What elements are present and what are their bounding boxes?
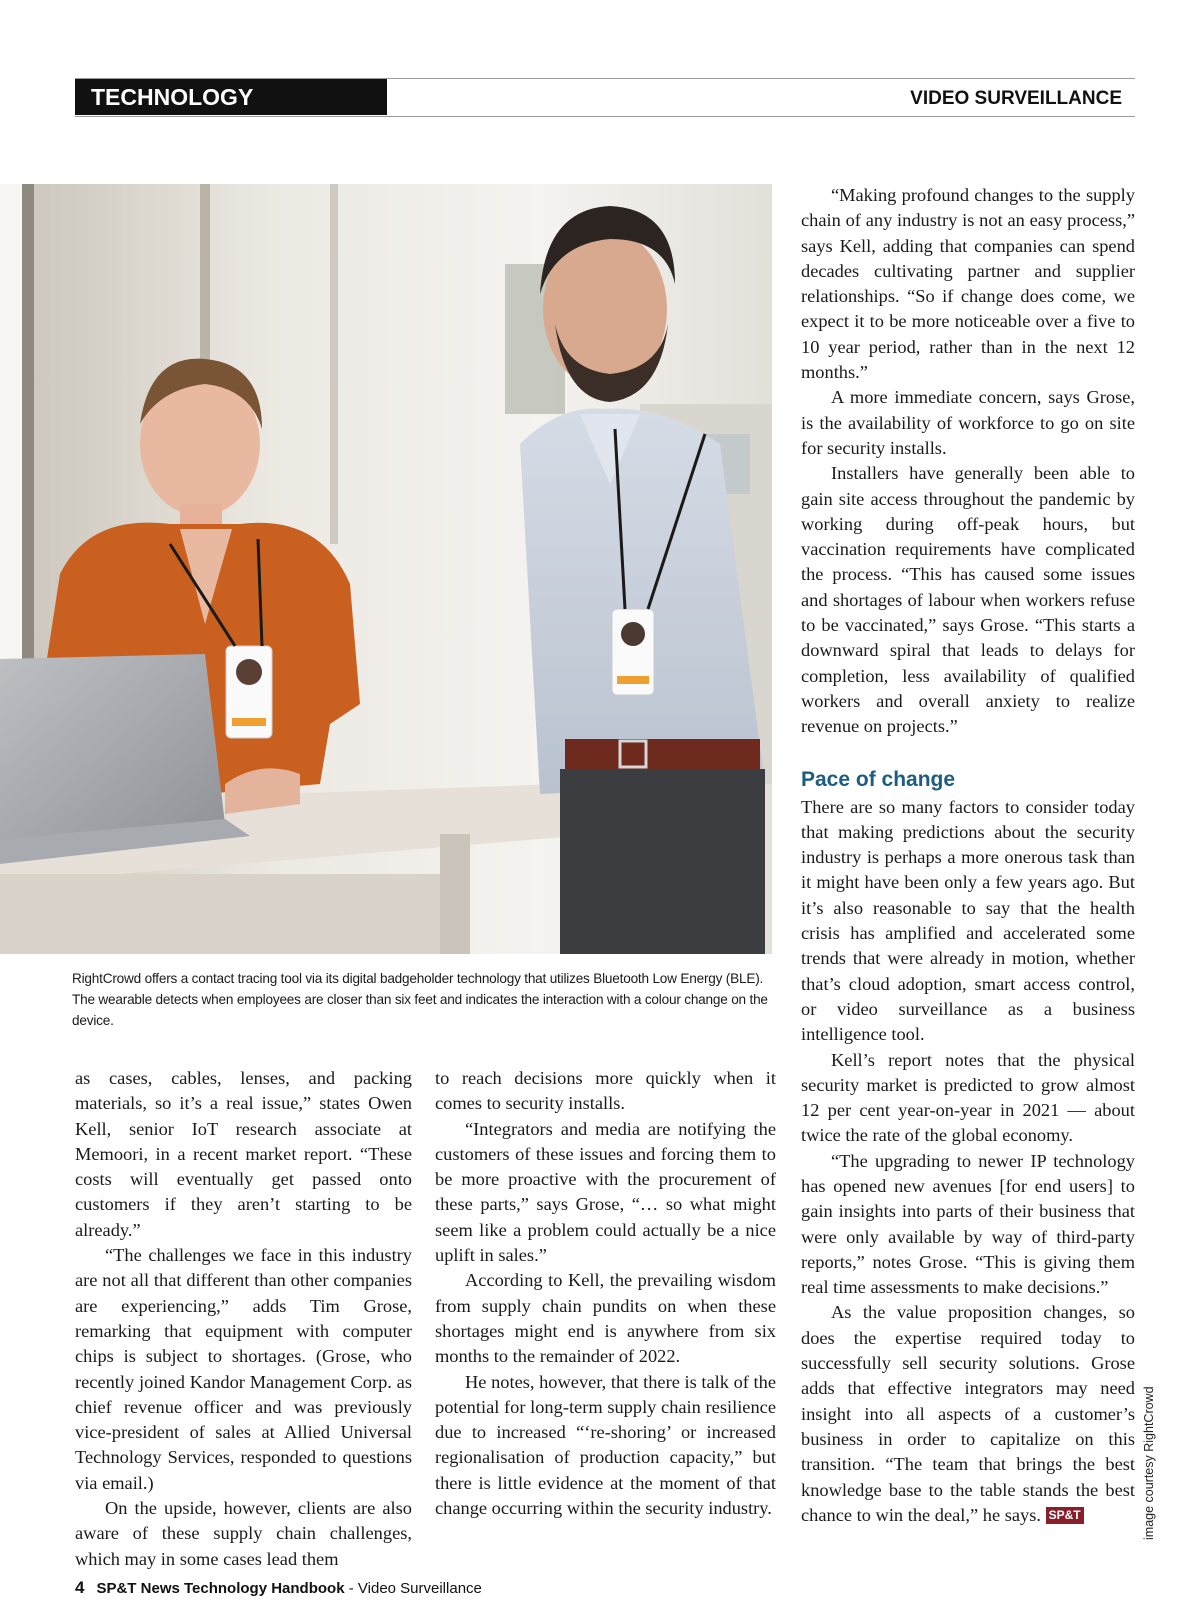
- end-mark-logo: SP&T: [1046, 1507, 1084, 1524]
- image-credit: image courtesy RightCrowd: [1142, 1386, 1156, 1540]
- handbook-label: TECHNOLOGY HANDBOOK: [75, 79, 387, 115]
- footer-section: Video Surveillance: [357, 1580, 482, 1597]
- paragraph: There are so many factors to consider today that making predictions about the security industry is perhaps a more onerous task than it might have been only a few years ago. But it’s also reasonable to say that the health crisis has amplified and accelerated some trends that were already in motion, whether that’s cloud adoption, smart access control, or video surveillance as a business intelligence tool.: [801, 796, 1135, 1045]
- paragraph: He notes, however, that there is talk of the potential for long-term supply chain resilience due to increased “‘re-shoring’ or increased regionalisation of production capacity,” but there is little evidence at the moment of that change occurring within the security industry.: [435, 1371, 776, 1519]
- footer-separator: -: [344, 1580, 358, 1597]
- section-label: VIDEO SURVEILLANCE: [910, 88, 1122, 109]
- paragraph: Kell’s report notes that the physical security market is predicted to grow almost 12 per cent year-on-year in 2021 — about twice the rate of the global economy.: [801, 1049, 1135, 1146]
- paragraph: On the upside, however, clients are also aware of these supply chain challenges, which may in some cases lead them: [75, 1498, 412, 1569]
- paragraph: “Making profound changes to the supply chain of any industry is not an easy process,” says Kell, adding that companies can spend decades cultivating partner and supplier relationships. “So if change does come, we expect it to be more noticeable over a five to 10 year period, rather than in the next 12 months.”: [801, 185, 1135, 383]
- section-subhead: Pace of change: [801, 767, 956, 791]
- page-footer: [75, 1578, 482, 1598]
- article-column-3: [801, 183, 1135, 1528]
- page-number: 4: [75, 1578, 85, 1597]
- paragraph: A more immediate concern, says Grose, is the availability of workforce to go on site for security installs.: [801, 387, 1135, 458]
- article-column-1: [75, 1066, 412, 1572]
- paragraph: Installers have generally been able to gain site access throughout the pandemic by working during off-peak hours, but vaccination requirements have complicated the process. “This has caused some issues and shortages of labour when workers refuse to be vaccinated,” says Grose. “This starts a downward spiral that leads to delays for completion, less availability of qualified workers and overall anxiety to realize revenue on projects.”: [801, 463, 1135, 737]
- paragraph: “Integrators and media are notifying the customers of these issues and forcing them to be more proactive with the procurement of these parts,” says Grose, “… so what might seem like a problem could actually be a nice uplift in sales.”: [435, 1118, 776, 1266]
- photo-caption: RightCrowd offers a contact tracing tool via its digital badgeholder technology that utilizes Bluetooth Low Energy (BLE). The wearable detects when employees are closer than six feet and indicates the interaction with a colour change on the device.: [72, 971, 768, 1028]
- header-bottom-rule: [75, 116, 1135, 117]
- paragraph: as cases, cables, lenses, and packing materials, so it’s a real issue,” states Owen Kell, senior IoT research associate at Memoori, in a recent market report. “These costs will eventually get passed onto customers if they aren’t starting to be already.”: [75, 1068, 412, 1240]
- publication-name: SP&T News Technology Handbook: [96, 1580, 345, 1597]
- paragraph: to reach decisions more quickly when it comes to security installs.: [435, 1068, 776, 1114]
- paragraph: “The challenges we face in this industry are not all that different than other companies are experiencing,” adds Tim Grose, remarking that equipment with computer chips is subject to shortages. (Grose, who recently joined Kandor Management Corp. as chief revenue officer and was previously vice-president of sales at Allied Universal Technology Services, responded to questions via email.): [75, 1245, 412, 1493]
- article-column-2: [435, 1066, 776, 1521]
- article-photo: [0, 184, 772, 954]
- paragraph: [801, 1300, 1135, 1528]
- paragraph: “The upgrading to newer IP technology has opened new avenues [for end users] to gain insights into parts of their business that were only available by way of third-party reports,” notes Grose. “This is giving them real time assessments to make decisions.”: [801, 1150, 1135, 1298]
- paragraph: According to Kell, the prevailing wisdom from supply chain pundits on when these shortages might end is anywhere from six months to the remainder of 2022.: [435, 1270, 776, 1367]
- paragraph-text: As the value proposition changes, so does the expertise required today to successfully sell security solutions. Grose adds that effective integrators may need insight into all aspects of a customer’s business in order to capitalize on this transition. “The team that brings the best knowledge base to the table stands the best chance to win the deal,” he says.: [801, 1302, 1135, 1525]
